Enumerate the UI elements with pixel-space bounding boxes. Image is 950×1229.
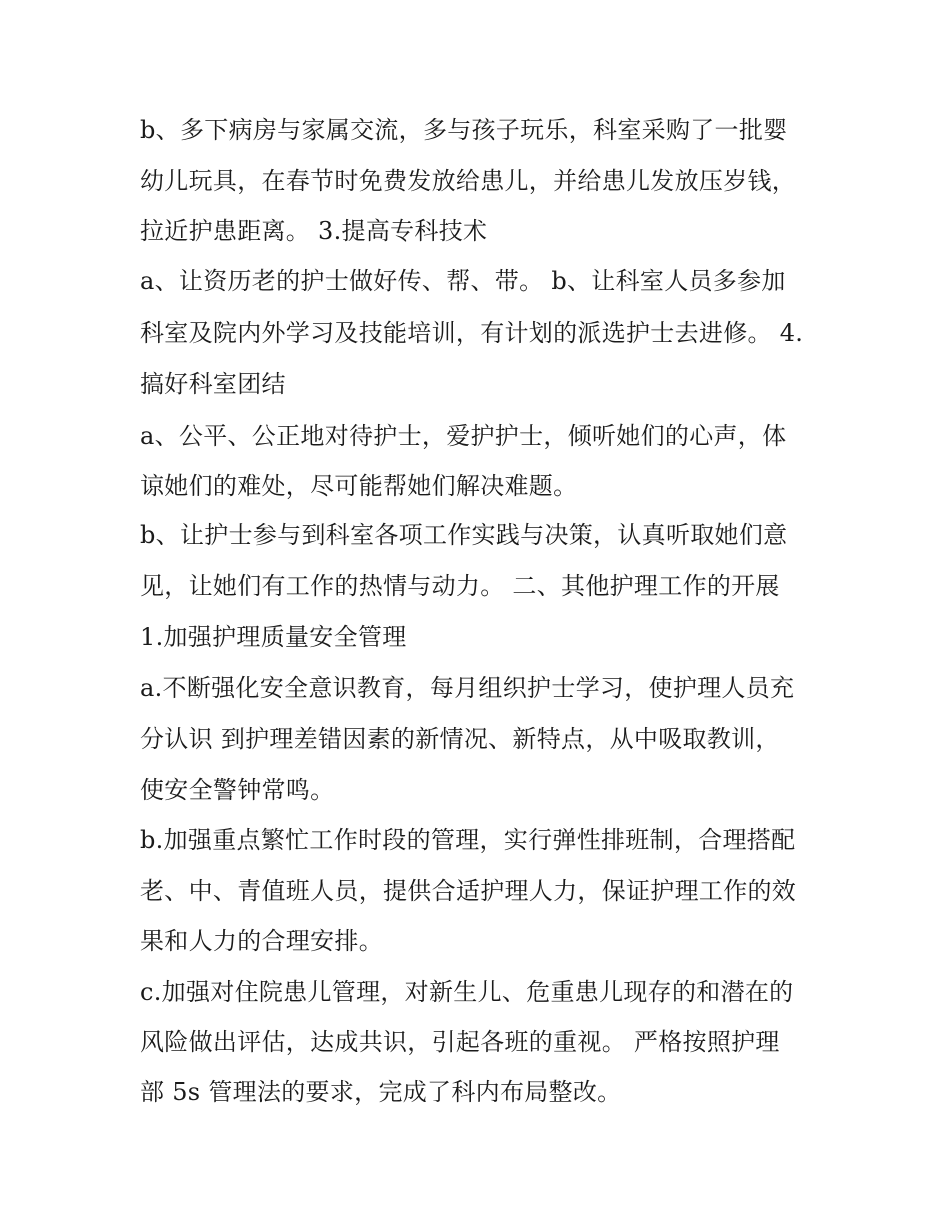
- text-line: 幼儿玩具，在春节时免费发放给患儿，并给患儿发放压岁钱，: [140, 167, 797, 195]
- text-line: 果和人力的合理安排。: [140, 927, 383, 955]
- text-line: 老、中、青值班人员，提供合适护理人力，保证护理工作的效: [140, 877, 797, 905]
- text-line: 使安全警钟常鸣。: [140, 776, 335, 804]
- text-line: 拉近护患距离。 3.提高专科技术: [140, 217, 488, 245]
- text-line: 风险做出评估，达成共识，引起各班的重视。 严格按照护理: [140, 1028, 780, 1056]
- text-line: 科室及院内外学习及技能培训，有计划的派选护士去进修。 4.: [140, 319, 804, 347]
- text-line: a、让资历老的护士做好传、帮、带。 b、让科室人员多参加: [140, 267, 786, 295]
- text-line: b、多下病房与家属交流，多与孩子玩乐，科室采购了一批婴: [140, 116, 788, 144]
- text-line: 谅她们的难处，尽可能帮她们解决难题。: [140, 472, 578, 500]
- text-line: 部 5s 管理法的要求，完成了科内布局整改。: [140, 1078, 622, 1106]
- text-line: 1.加强护理质量安全管理: [140, 623, 407, 651]
- text-line: c.加强对住院患儿管理，对新生儿、危重患儿现存的和潜在的: [140, 978, 794, 1006]
- text-line: 见，让她们有工作的热情与动力。 二、其他护理工作的开展: [140, 572, 780, 600]
- text-line: b.加强重点繁忙工作时段的管理，实行弹性排班制，合理搭配: [140, 826, 796, 854]
- text-line: b、让护士参与到科室各项工作实践与决策，认真听取她们意: [140, 521, 788, 549]
- text-line: a、公平、公正地对待护士，爱护护士，倾听她们的心声，体: [140, 422, 787, 450]
- text-line: a.不断强化安全意识教育，每月组织护士学习，使护理人员充: [140, 674, 795, 702]
- text-line: 搞好科室团结: [140, 370, 286, 398]
- text-line: 分认识 到护理差错因素的新情况、新特点，从中吸取教训，: [140, 725, 780, 753]
